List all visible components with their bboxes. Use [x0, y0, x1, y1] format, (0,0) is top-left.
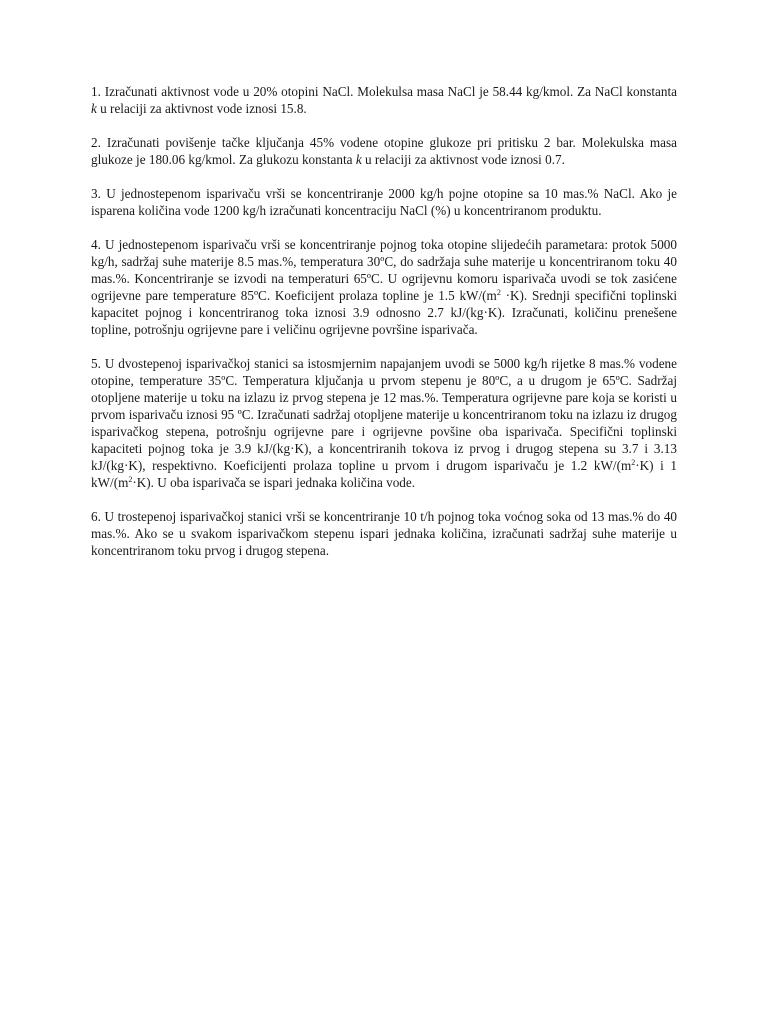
problem-2	[91, 134, 677, 168]
constant-symbol: k	[355, 152, 362, 167]
problem-3	[91, 185, 677, 219]
superscript: 2	[128, 475, 133, 484]
superscript: 2	[631, 458, 636, 467]
problem-6	[91, 508, 677, 559]
problem-text: u relaciji za aktivnost vode iznosi 0.7.	[361, 152, 565, 167]
problem-number: 5.	[91, 356, 101, 371]
problem-number: 1.	[91, 84, 101, 99]
problem-number: 2.	[91, 135, 101, 150]
problem-5	[91, 355, 677, 491]
problem-text: ·K). Srednji specifični toplinski kapacitet pojnog i koncentriranog toka iznosi 3.9 odnosno 2.7 kJ/(kg·K). Izračunati, količinu prenešene topline, potrošnju ogrijevne pare i veličinu ogrijevne površine isparivača.	[91, 288, 678, 337]
problem-number: 3.	[91, 186, 101, 201]
problem-4	[91, 236, 677, 338]
problem-text: ·K). U oba isparivača se ispari jednaka količina vode.	[132, 475, 416, 490]
problem-number: 4.	[91, 237, 101, 252]
problem-text: U jednostepenom isparivaču vrši se koncentriranje 2000 kg/h pojne otopine sa 10 mas.% NaCl. Ako je isparena količina vode 1200 kg/h izračunati koncentraciju NaCl (%) u koncentriranom produktu.	[91, 186, 677, 218]
problem-text: U jednostepenom isparivaču vrši se koncentriranje pojnog toka otopine slijedećih parametara: protok 5000 kg/h, sadržaj suhe materije 8.5 mas.%, temperatura 30ºC, do sadržaja suhe materije u koncentriranom toku 40 mas.%. Koncentriranje se izvodi na temperaturi 65ºC. U ogrijevnu komoru isparivača uvodi se tok zasićene ogrijevne pare temperature 85ºC. Koeficijent prolaza topline je 1.5 kW/(m	[91, 237, 677, 303]
problem-number: 6.	[91, 509, 101, 524]
document-page	[91, 83, 677, 576]
problem-text: ·K) i 1 kW/(m	[91, 458, 677, 490]
problem-text: U dvostepenoj isparivačkoj stanici sa istosmjernim napajanjem uvodi se 5000 kg/h rijetke 8 mas.% vodene otopine, temperature 35ºC. Temperatura ključanja u prvom stepenu je 80ºC, a u drugom je 65ºC. Sadržaj otopljene materije u toku na izlazu iz prvog stepena je 12 mas.%. Temperatura ogrijevne pare koja se koristi u prvom isparivaču iznosi 95 ºC. Izračunati sadržaj otopljene materije u koncentriranom toku na izlazu iz drugog isparivačkog stepena, potrošnju ogrijevne pare i ogrijevne povšine oba isparivača. Specifični toplinski kapaciteti pojnog toka je 3.9 kJ/(kg·K), a koncentriranih tokova iz prvog i drugog stepena su 3.7 i 3.13 kJ/(kg·K), respektivno. Koeficijenti prolaza topline u prvom i drugom isparivaču je 1.2 kW/(m	[91, 356, 678, 473]
superscript: 2	[496, 288, 501, 297]
problem-1	[91, 83, 677, 117]
constant-symbol: k	[91, 101, 97, 116]
problem-text: U trostepenoj isparivačkoj stanici vrši se koncentriranje 10 t/h pojnog toka voćnog soka od 13 mas.% do 40 mas.%. Ako se u svakom isparivačkom stepenu ispari jednaka količina, izračunati sadržaj suhe materije u koncentriranom toku prvog i drugog stepena.	[91, 509, 678, 558]
problem-text: Izračunati povišenje tačke ključanja 45% vodene otopine glukoze pri pritisku 2 bar. Molekulska masa glukoze je 180.06 kg/kmol. Za glukozu konstanta	[91, 135, 677, 167]
problem-text: Izračunati aktivnost vode u 20% otopini NaCl. Molekulsa masa NaCl je 58.44 kg/kmol. Za NaCl konstanta	[104, 84, 678, 99]
problem-text: u relaciji za aktivnost vode iznosi 15.8.	[96, 101, 307, 116]
